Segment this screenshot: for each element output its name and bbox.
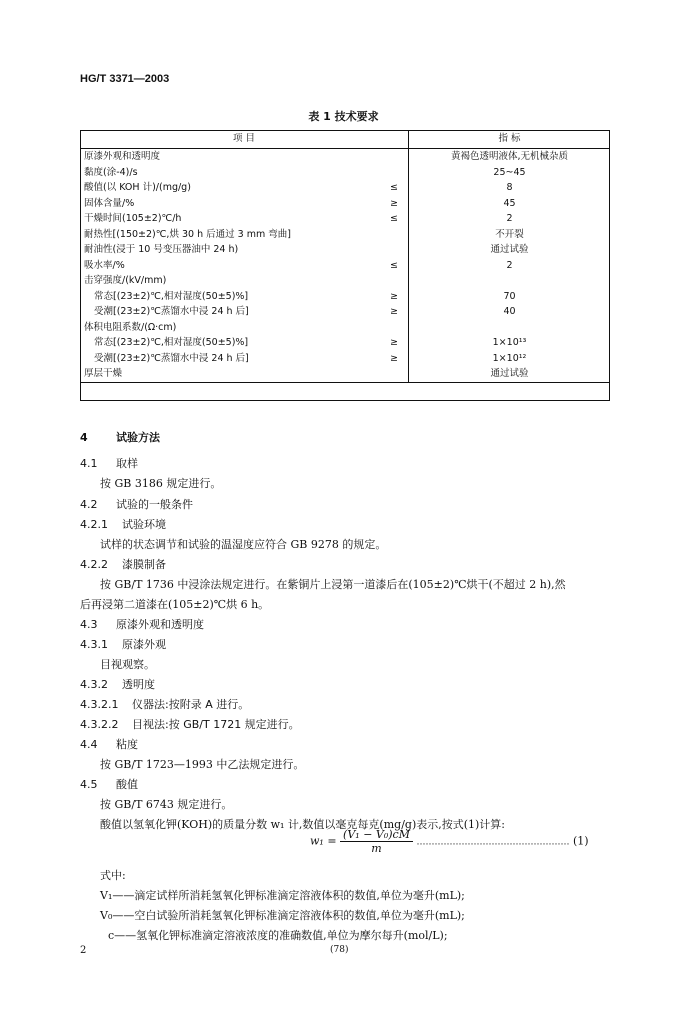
row-comparator bbox=[380, 227, 409, 243]
table-row bbox=[80, 180, 610, 196]
row-value: 2 bbox=[506, 213, 513, 224]
section-4-4-text: 按 GB/T 1723—1993 中乙法规定进行。 bbox=[100, 758, 305, 771]
row-comparator bbox=[380, 149, 409, 165]
row-value: 70 bbox=[503, 290, 516, 302]
row-comparator: ≤ bbox=[380, 180, 409, 196]
row-item: 击穿强度/(kV/mm) bbox=[84, 275, 167, 286]
row-comparator bbox=[380, 165, 409, 181]
row-item: 受潮[(23±2)℃蒸馏水中浸 24 h 后] bbox=[94, 352, 249, 364]
section-4-2-2-text2: 后再浸第二道漆在(105±2)℃烘 6 h。 bbox=[80, 598, 270, 611]
table-row bbox=[80, 227, 610, 243]
row-comparator bbox=[380, 320, 409, 336]
table-row bbox=[80, 211, 610, 227]
section-4-3-1: 4.3.1 原漆外观 bbox=[80, 638, 166, 651]
formula-lhs: w₁ = bbox=[310, 834, 337, 848]
table-row bbox=[80, 165, 610, 181]
row-comparator: ≥ bbox=[380, 196, 409, 212]
row-value: 2 bbox=[506, 259, 513, 271]
spec-table bbox=[80, 130, 610, 383]
row-item: 耐油性(浸于 10 号变压器油中 24 h) bbox=[84, 244, 239, 255]
where-label: 式中: bbox=[100, 869, 126, 882]
row-value: 8 bbox=[506, 182, 513, 193]
row-comparator bbox=[380, 366, 409, 382]
definition-v1: V₁——滴定试样所消耗氢氧化钾标准滴定溶液体积的数值,单位为毫升(mL); bbox=[100, 889, 465, 902]
section-4: 4 试验方法 bbox=[80, 431, 160, 444]
row-item: 常态[(23±2)℃,相对湿度(50±5)%] bbox=[94, 337, 249, 348]
acid-value-formula bbox=[310, 828, 589, 855]
header-index: 指 标 bbox=[409, 130, 611, 149]
section-4-3-1-text: 目视观察。 bbox=[100, 658, 155, 671]
row-item: 厚层干燥 bbox=[80, 366, 380, 382]
row-item: 体积电阻系数/(Ω·cm) bbox=[84, 321, 177, 333]
formula-denominator: m bbox=[371, 842, 382, 855]
row-comparator: ≤ bbox=[380, 258, 409, 274]
section-4-2-2: 4.2.2 漆膜制备 bbox=[80, 558, 166, 571]
row-value: 黄褐色透明液体,无机械杂质 bbox=[450, 151, 569, 162]
row-item: 原漆外观和透明度 bbox=[84, 151, 161, 162]
table-row bbox=[80, 351, 610, 367]
header-item: 项 目 bbox=[80, 130, 409, 149]
row-comparator bbox=[380, 273, 409, 289]
section-4-5-text2: 酸值以氢氧化钾(KOH)的质量分数 w₁ 计,数值以毫克每克(mg/g)表示,按式(1)计算: bbox=[100, 818, 506, 831]
row-item: 耐热性[(150±2)℃,烘 30 h 后通过 3 mm 弯曲] bbox=[84, 228, 291, 240]
row-value: 通过试验 bbox=[490, 244, 529, 255]
row-value: 不开裂 bbox=[495, 228, 524, 240]
section-4-2-1-text: 试样的状态调节和试验的温湿度应符合 GB 9278 的规定。 bbox=[100, 538, 387, 551]
section-4-5-text1: 按 GB/T 6743 规定进行。 bbox=[100, 798, 233, 811]
page-number: 2 bbox=[80, 945, 87, 956]
section-4-1: 4.1 取样 bbox=[80, 457, 138, 470]
section-4-3: 4.3 原漆外观和透明度 bbox=[80, 618, 204, 631]
table-row bbox=[80, 196, 610, 212]
row-comparator: ≥ bbox=[380, 335, 409, 351]
row-comparator: ≥ bbox=[380, 304, 409, 320]
section-4-2-1: 4.2.1 试验环境 bbox=[80, 518, 166, 531]
table-row bbox=[80, 149, 610, 165]
row-item: 受潮[(23±2)℃蒸馏水中浸 24 h 后] bbox=[94, 306, 249, 317]
row-comparator bbox=[380, 242, 409, 258]
row-comparator: ≥ bbox=[380, 289, 409, 305]
section-4-5: 4.5 酸值 bbox=[80, 778, 138, 791]
row-value: 40 bbox=[503, 306, 516, 317]
table-row bbox=[80, 320, 610, 336]
table-row bbox=[80, 304, 610, 320]
definition-v0: V₀——空白试验所消耗氢氧化钾标准滴定溶液体积的数值,单位为毫升(mL); bbox=[100, 909, 465, 922]
section-4-4: 4.4 粘度 bbox=[80, 738, 138, 751]
section-4-3-2-1: 4.3.2.1 仪器法:按附录 A 进行。 bbox=[80, 698, 250, 711]
row-item: 酸值(以 KOH 计)/(mg/g) bbox=[84, 182, 191, 193]
row-item: 固体含量/% bbox=[84, 197, 135, 209]
row-value bbox=[409, 320, 611, 336]
formula-fraction bbox=[340, 828, 413, 855]
table-header-row bbox=[80, 130, 610, 149]
section-4-3-2: 4.3.2 透明度 bbox=[80, 678, 155, 691]
section-4-1-text: 按 GB 3186 规定进行。 bbox=[100, 477, 222, 490]
formula-number: (1) bbox=[572, 834, 589, 848]
row-item: 干燥时间(105±2)℃/h bbox=[84, 213, 182, 224]
definition-c: c——氢氧化钾标准滴定溶液浓度的准确数值,单位为摩尔每升(mol/L); bbox=[108, 929, 448, 942]
table-row bbox=[80, 242, 610, 258]
row-value bbox=[409, 273, 611, 289]
table-row bbox=[80, 335, 610, 351]
formula-dots: …………………………………………… bbox=[416, 837, 570, 848]
row-value: 1×10¹² bbox=[492, 352, 527, 364]
row-item: 黏度(涂-4)/s bbox=[84, 166, 138, 178]
table-caption: 表 1 技术要求 bbox=[308, 110, 379, 123]
row-value: 1×10¹³ bbox=[492, 337, 527, 348]
formula-numerator: (V₁ − V₀)cM bbox=[340, 828, 413, 842]
row-value: 25~45 bbox=[493, 166, 526, 178]
table-row bbox=[80, 258, 610, 274]
table-row bbox=[80, 273, 610, 289]
row-item: 吸水率/% bbox=[84, 259, 125, 271]
row-value: 45 bbox=[503, 197, 516, 209]
row-comparator: ≥ bbox=[380, 351, 409, 367]
row-comparator: ≤ bbox=[380, 211, 409, 227]
section-4-2-2-text1: 按 GB/T 1736 中浸涂法规定进行。在紫铜片上浸第一道漆后在(105±2)℃烘干(不超过 2 h),然 bbox=[100, 578, 566, 591]
page-center-number: (78) bbox=[330, 945, 349, 955]
section-4-3-2-2: 4.3.2.2 目视法:按 GB/T 1721 规定进行。 bbox=[80, 718, 300, 731]
standard-code: HG/T 3371—2003 bbox=[80, 73, 170, 85]
row-item: 常态[(23±2)℃,相对湿度(50±5)%] bbox=[94, 290, 249, 302]
table-row bbox=[80, 366, 610, 382]
section-4-2: 4.2 试验的一般条件 bbox=[80, 498, 193, 511]
table-row bbox=[80, 289, 610, 305]
row-value: 通过试验 bbox=[409, 366, 611, 382]
